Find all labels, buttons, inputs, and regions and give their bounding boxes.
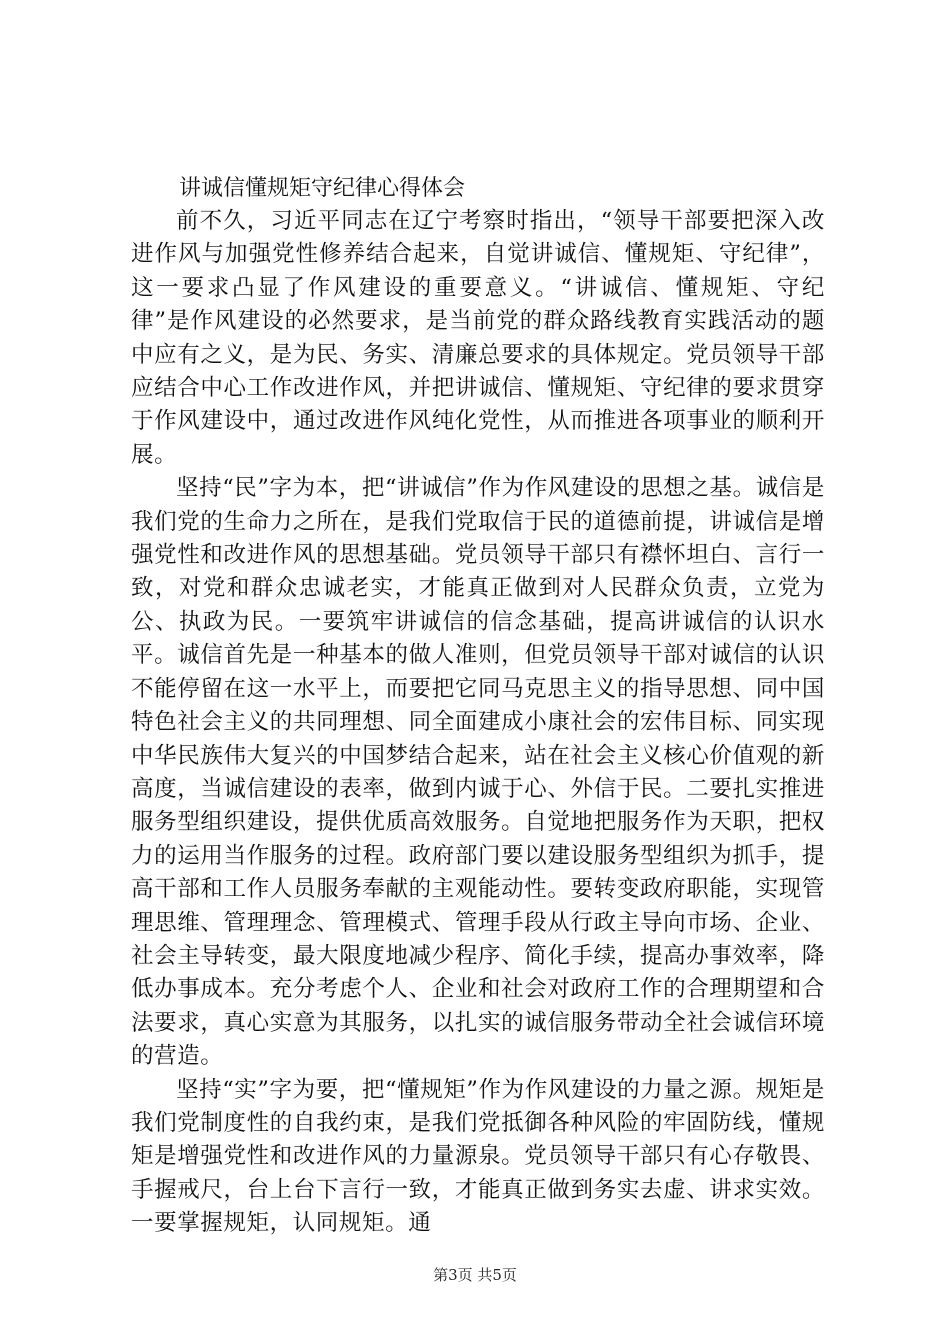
paragraph-rules: 坚持“实”字为要，把“懂规矩”作为作风建设的力量之源。规矩是我们党制度性的自我约束，是我们党抵御各种风险的牢固防线，懂规矩是增强党性和改进作风的力量源泉。党员领导干部只有心存敬畏、手握戒尺，台上台下言行一致，才能真正做到务实去虚、讲求实效。一要掌握规矩，认同规矩。通 [131,1076,826,1237]
document-title: 讲诚信懂规矩守纪律心得体会 [179,176,466,201]
page-number-footer: 第3页 共5页 [433,1266,517,1284]
paragraph-intro: 前不久，习近平同志在辽宁考察时指出，“领导干部要把深入改进作风与加强党性修养结合起来，自觉讲诚信、懂规矩、守纪律”，这一要求凸显了作风建设的重要意义。“讲诚信、懂规矩、守纪律”是作风建设的必然要求，是当前党的群众路线教育实践活动的题中应有之义，是为民、务实、清廉总要求的具体规定。党员领导干部应结合中心工作改进作风，并把讲诚信、懂规矩、守纪律的要求贯穿于作风建设中，通过改进作风纯化党性，从而推进各项事业的顺利开展。 [131,208,825,468]
paragraph-integrity: 坚持“民”字为本，把“讲诚信”作为作风建设的思想之基。诚信是我们党的生命力之所在，是我们党取信于民的道德前提，讲诚信是增强党性和改进作风的思想基础。党员领导干部只有襟怀坦白、言行一致，对党和群众忠诚老实，才能真正做到对人民群众负责，立党为公、执政为民。一要筑牢讲诚信的信念基础，提高讲诚信的认识水平。诚信首先是一种基本的做人准则，但党员领导干部对诚信的认识不能停留在这一水平上，而要把它同马克思主义的指导思想、同中国特色社会主义的共同理想、同全面建成小康社会的宏伟目标、同实现中华民族伟大复兴的中国梦结合起来，站在社会主义核心价值观的新高度，当诚信建设的表率，做到内诚于心、外信于民。二要扎实推进服务型组织建设，提供优质高效服务。自觉地把服务作为天职，把权力的运用当作服务的过程。政府部门要以建设服务型组织为抓手，提高干部和工作人员服务奉献的主观能动性。要转变政府职能，实现管理思维、管理理念、管理模式、管理手段从行政主导向市场、企业、社会主导转变，最大限度地减少程序、简化手续，提高办事效率，降低办事成本。充分考虑个人、企业和社会对政府工作的合理期望和合法要求，真心实意为其服务，以扎实的诚信服务带动全社会诚信环境的营造。 [131,475,826,1070]
document-body [131,172,825,1241]
